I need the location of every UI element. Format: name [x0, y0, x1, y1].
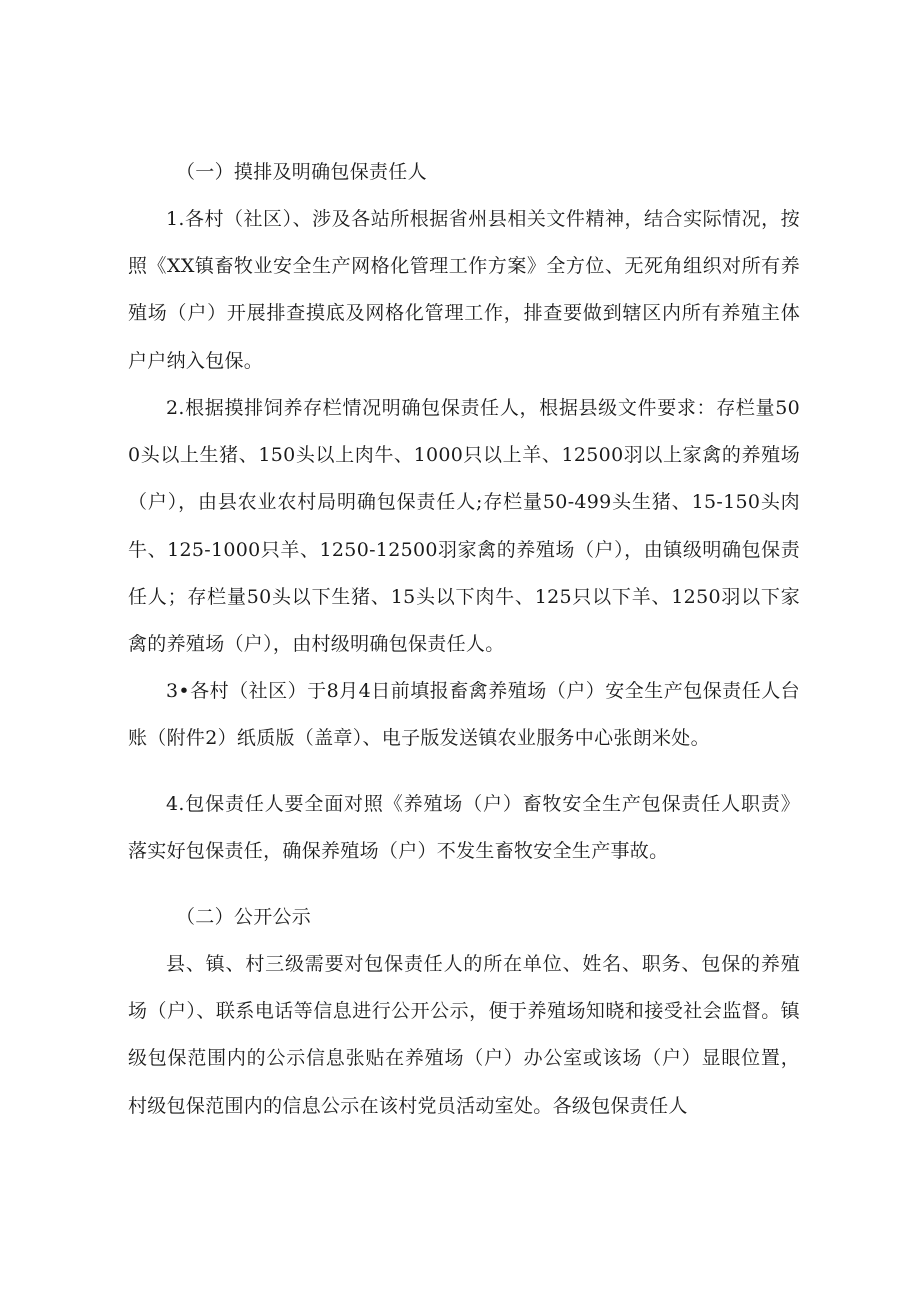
- section-heading-2: （二）公开公示: [176, 906, 312, 928]
- paragraph-4: 4.包保责任人要全面对照《养殖场（户）畜牧安全生产包保责任人职责》落实好包保责任，确保养殖场（户）不发生畜牧安全生产事故。: [128, 793, 800, 863]
- paragraph-1: 1.各村（社区）、涉及各站所根据省州县相关文件精神，结合实际情况，按照《XX镇畜牧业安全生产网格化管理工作方案》全方位、无死角组织对所有养殖场（户）开展排查摸底及网格化管理工作，排查要做到辖区内所有养殖主体户户纳入包保。: [128, 208, 800, 372]
- section-heading-1: （一）摸排及明确包保责任人: [176, 161, 427, 183]
- paragraph-2: 2.根据摸排饲养存栏情况明确包保责任人，根据县级文件要求：存栏量500头以上生猪、150头以上肉牛、1000只以上羊、12500羽以上家禽的养殖场（户），由县农业农村局明确包保责任人;存栏量50-499头生猪、15-150头肉牛、125-1000只羊、1250-12500羽家禽的养殖场（户），由镇级明确包保责任人；存栏量50头以下生猪、15头以下肉牛、125只以下羊、1250羽以下家禽的养殖场（户），由村级明确包保责任人。: [128, 397, 800, 656]
- paragraph-3: 3•各村（社区）于8月4日前填报畜禽养殖场（户）安全生产包保责任人台账（附件2）纸质版（盖章）、电子版发送镇农业服务中心张朗米处。: [128, 680, 800, 750]
- paragraph-5: 县、镇、村三级需要对包保责任人的所在单位、姓名、职务、包保的养殖场（户）、联系电话等信息进行公开公示，便于养殖场知晓和接受社会监督。镇级包保范围内的公示信息张贴在养殖场（户）办公室或该场（户）显眼位置，村级包保范围内的信息公示在该村党员活动室处。各级包保责任人: [128, 953, 800, 1117]
